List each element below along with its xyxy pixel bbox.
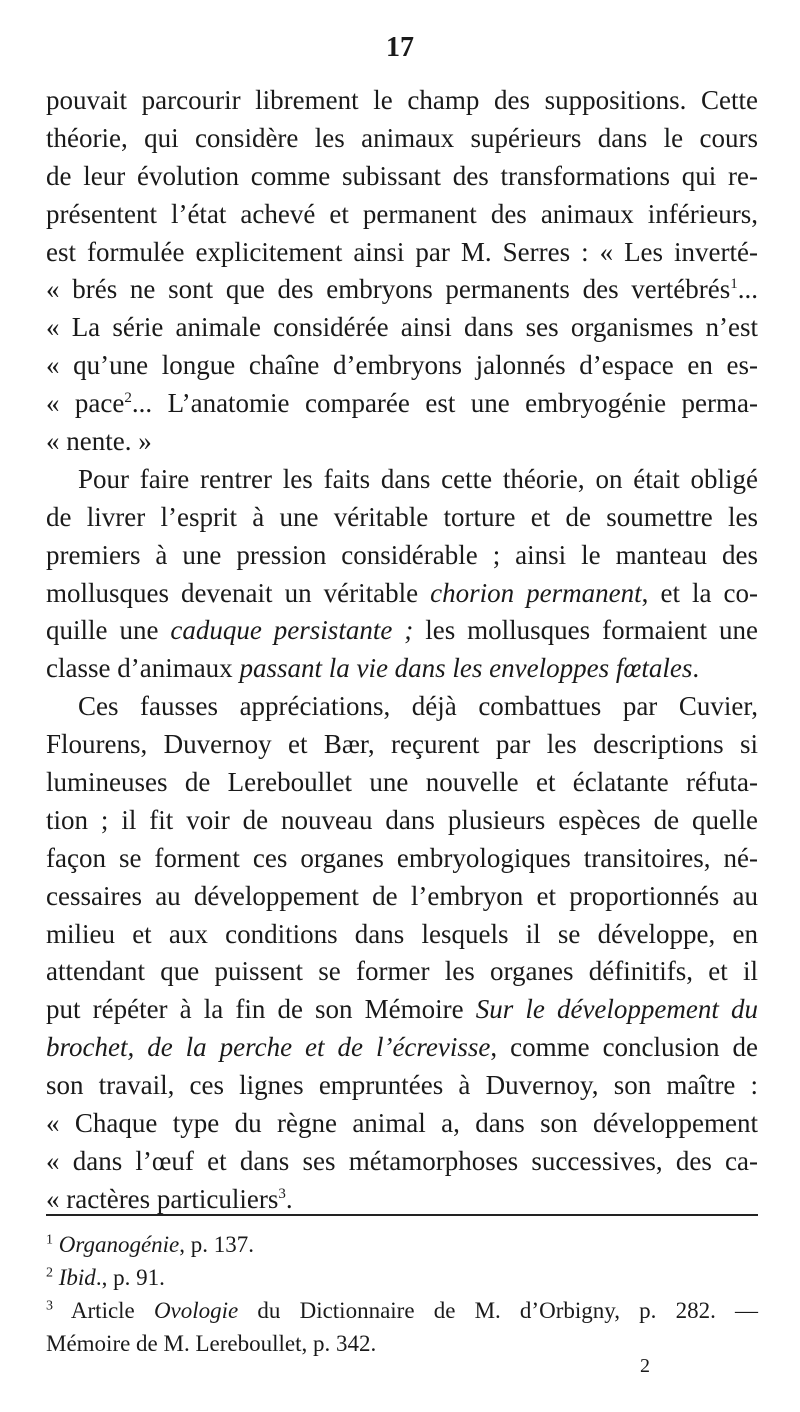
text-line: son travail, ces lignes empruntées à Duvernoy, son maître : bbox=[46, 1070, 758, 1101]
footnote-text: Article Ovologie du Dictionnaire de M. d’Orbigny, p. 282. — bbox=[70, 1298, 759, 1323]
text-line: tion ; il fit voir de nouveau dans plusieurs espèces de quelle bbox=[46, 804, 758, 835]
text-line: présentent l’état achevé et permanent des animaux inférieurs, bbox=[46, 198, 758, 229]
footnote-text: Organogénie, p. 137. bbox=[58, 1232, 255, 1257]
text-line: « qu’une longue chaîne d’embryons jalonnés d’espace en es- bbox=[46, 350, 758, 381]
footnote bbox=[46, 1261, 758, 1294]
body-text bbox=[46, 82, 758, 1219]
text-line: milieu et aux conditions dans lesquels il se développe, en bbox=[46, 918, 758, 949]
text-line: de livrer l’esprit à une véritable torture et de soumettre les bbox=[46, 501, 758, 532]
text-line: quille une caduque persistante ; les mollusques formaient une bbox=[46, 615, 758, 646]
footnote-mark: 3 bbox=[46, 1298, 53, 1314]
text-line: « La série animale considérée ainsi dans ses organismes n’est bbox=[46, 312, 758, 343]
signature-mark: 2 bbox=[640, 1355, 650, 1377]
text-line: « brés ne sont que des embryons permanents des vertébrés$^1$... bbox=[46, 274, 758, 305]
text-line: Flourens, Duvernoy et Bær, reçurent par les descriptions si bbox=[46, 729, 758, 760]
footnote-text: Mémoire de M. Lereboullet, p. 342. bbox=[46, 1331, 377, 1356]
footnote bbox=[46, 1294, 758, 1327]
footnote bbox=[46, 1327, 758, 1360]
text-line: cessaires au développement de l’embryon et proportionnés au bbox=[46, 880, 758, 911]
footnote-text: Ibid., p. 91. bbox=[58, 1265, 165, 1290]
text-line: premiers à une pression considérable ; ainsi le manteau des bbox=[46, 539, 758, 570]
text-line: brochet, de la perche et de l’écrevisse, comme conclusion de bbox=[46, 1032, 758, 1063]
text-line: théorie, qui considère les animaux supérieurs dans le cours bbox=[46, 122, 758, 153]
text-line: « dans l’œuf et dans ses métamorphoses successives, des ca- bbox=[46, 1145, 758, 1176]
footnote-mark: 1 bbox=[46, 1232, 53, 1248]
text-line: « pace$^2$... L’anatomie comparée est une embryogénie perma- bbox=[46, 388, 758, 419]
text-line: est formulée explicitement ainsi par M. Serres : « Les inverté- bbox=[46, 236, 758, 267]
text-line: classe d’animaux passant la vie dans les enveloppes fœtales. bbox=[46, 653, 700, 684]
footnote-mark: 2 bbox=[46, 1265, 53, 1281]
text-line: lumineuses de Lereboullet une nouvelle et éclatante réfuta- bbox=[46, 767, 758, 798]
text-line: pouvait parcourir librement le champ des suppositions. Cette bbox=[46, 85, 758, 115]
footnote-rule bbox=[46, 1214, 758, 1216]
text-line: « Chaque type du règne animal a, dans son développement bbox=[46, 1108, 758, 1139]
text-line: « nente. » bbox=[46, 426, 152, 457]
text-line: Pour faire rentrer les faits dans cette théorie, on était obligé bbox=[78, 463, 758, 494]
page-number: 17 bbox=[386, 32, 414, 63]
text-line: de leur évolution comme subissant des transformations qui re- bbox=[46, 160, 758, 191]
footnote bbox=[46, 1228, 758, 1261]
footnotes bbox=[46, 1228, 758, 1360]
text-line: attendant que puissent se former les organes définitifs, et il bbox=[46, 956, 758, 987]
text-line: « ractères particuliers$^3$. bbox=[46, 1183, 293, 1214]
text-line: façon se forment ces organes embryologiques transitoires, né- bbox=[46, 842, 758, 873]
text-line: put répéter à la fin de son Mémoire Sur le développement du bbox=[46, 994, 758, 1025]
text-line: mollusques devenait un véritable chorion permanent, et la co- bbox=[46, 577, 758, 608]
text-line: Ces fausses appréciations, déjà combattues par Cuvier, bbox=[78, 691, 758, 722]
